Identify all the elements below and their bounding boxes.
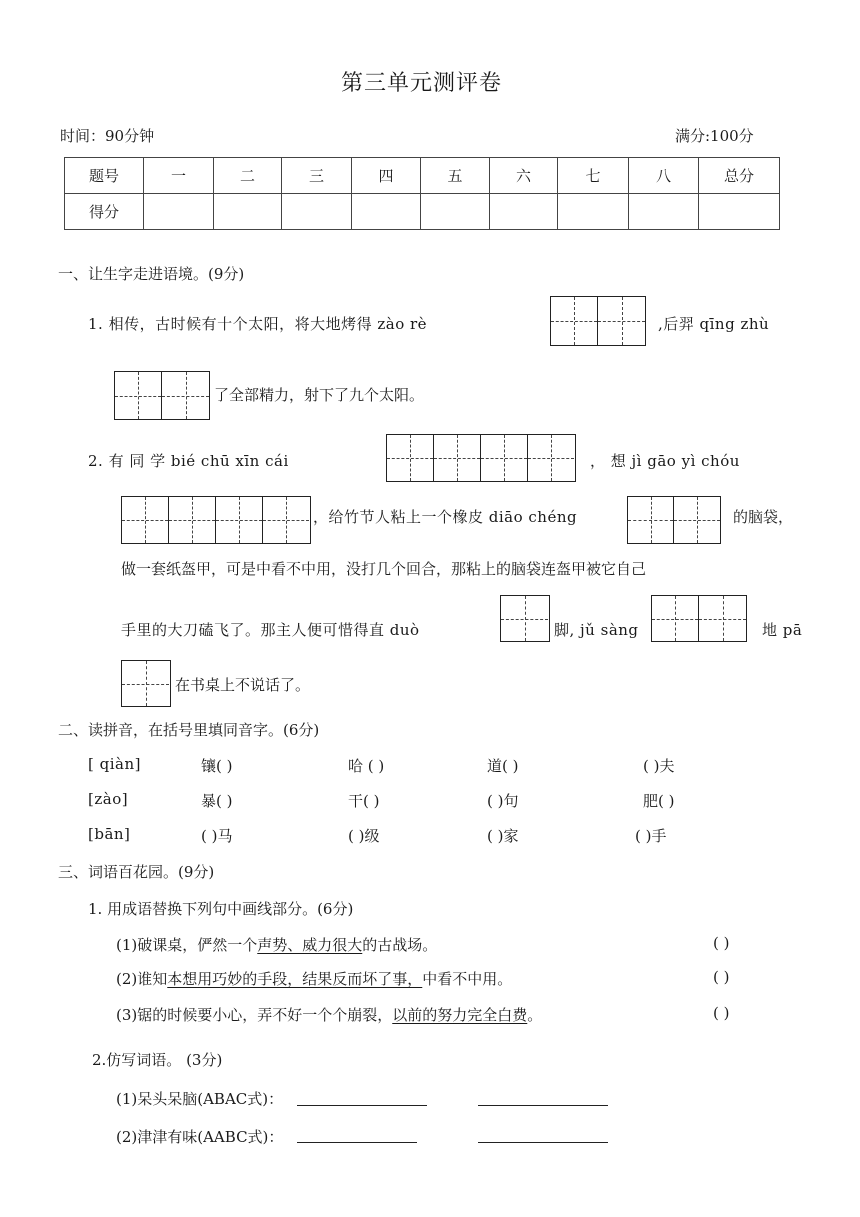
char-grid-pa[interactable] — [121, 660, 171, 707]
answer-blank[interactable] — [297, 1141, 417, 1143]
table-cell: 二 — [214, 158, 282, 194]
score-entry-cell[interactable] — [282, 194, 352, 230]
char-grid-jigaoyichou[interactable] — [121, 496, 311, 544]
score-entry-cell[interactable] — [214, 194, 282, 230]
underlined-phrase: 声势、威力很大 — [257, 936, 363, 954]
sentence-text: 中看不中用。 — [422, 970, 513, 988]
score-table — [64, 157, 780, 230]
table-cell: 总分 — [699, 158, 780, 194]
homophone-blank[interactable]: 道( ) — [487, 757, 519, 775]
homophone-blank[interactable]: ( )马 — [201, 827, 233, 845]
answer-paren[interactable]: ( ) — [713, 934, 730, 952]
table-cell: 六 — [490, 158, 558, 194]
q2-text-c: ，给竹节人粘上一个橡皮 diāo chéng — [313, 508, 578, 526]
score-entry-cell[interactable] — [699, 194, 780, 230]
grid-cell[interactable] — [551, 297, 598, 345]
q2-text-i: 在书桌上不说话了。 — [175, 676, 311, 694]
score-table-header-row — [65, 158, 780, 194]
pinyin-label: [ qiàn] — [88, 755, 141, 773]
char-grid-duo[interactable] — [500, 595, 550, 642]
table-cell: 三 — [282, 158, 352, 194]
char-grid-biechuxincai[interactable] — [386, 434, 576, 482]
imitation-prompt-1: (1)呆头呆脑(ABAC式)： — [116, 1090, 284, 1108]
underlined-phrase: 本想用巧妙的手段，结果反而坏了事， — [167, 970, 423, 988]
answer-blank[interactable] — [478, 1141, 608, 1143]
answer-paren[interactable]: ( ) — [713, 1004, 730, 1022]
grid-cell[interactable] — [481, 435, 528, 481]
full-score: 满分:100分 — [675, 127, 754, 145]
sentence-text: 。 — [527, 1006, 543, 1024]
grid-cell[interactable] — [501, 596, 548, 641]
q2-text-f: 手里的大刀磕飞了。那主人便可惜得直 duò — [121, 621, 420, 639]
homophone-blank[interactable]: ( )夫 — [643, 757, 675, 775]
table-cell: 五 — [421, 158, 490, 194]
char-grid-jusang[interactable] — [651, 595, 747, 642]
q2-text-g: 脚, jǔ sàng — [554, 621, 639, 639]
grid-cell[interactable] — [162, 372, 209, 419]
score-entry-cell[interactable] — [421, 194, 490, 230]
homophone-blank[interactable]: 暴( ) — [201, 792, 233, 810]
sentence-text: (1)破课桌，俨然一个 — [116, 936, 258, 954]
table-cell: 得分 — [65, 194, 144, 230]
grid-cell[interactable] — [434, 435, 481, 481]
pinyin-label: [bān] — [88, 825, 131, 843]
score-table-score-row — [65, 194, 780, 230]
page-title: 第三单元测评卷 — [341, 71, 503, 96]
q1-text-c: 了全部精力，射下了九个太阳。 — [214, 386, 425, 404]
char-grid-zaore[interactable] — [550, 296, 646, 346]
grid-cell[interactable] — [699, 596, 746, 641]
score-entry-cell[interactable] — [352, 194, 421, 230]
q2-text-h: 地 pā — [762, 621, 803, 639]
homophone-blank[interactable]: ( )级 — [348, 827, 380, 845]
homophone-blank[interactable]: 肥( ) — [643, 792, 675, 810]
grid-cell[interactable] — [674, 497, 720, 543]
homophone-blank[interactable]: 干( ) — [348, 792, 380, 810]
grid-cell[interactable] — [216, 497, 263, 543]
grid-cell[interactable] — [122, 497, 169, 543]
answer-paren[interactable]: ( ) — [713, 968, 730, 986]
idiom-sentence-3 — [116, 1004, 542, 1025]
q2-text-a: 2. 有 同 学 bié chū xīn cái — [88, 452, 289, 470]
answer-blank[interactable] — [478, 1104, 608, 1106]
grid-cell[interactable] — [652, 596, 699, 641]
q2-text-d: 的脑袋， — [733, 508, 794, 526]
homophone-blank[interactable]: 镶( ) — [201, 757, 233, 775]
homophone-blank[interactable]: ( )手 — [635, 827, 667, 845]
score-entry-cell[interactable] — [558, 194, 629, 230]
score-entry-cell[interactable] — [144, 194, 214, 230]
imitation-prompt-2: (2)津津有味(AABC式)： — [116, 1128, 284, 1146]
grid-cell[interactable] — [387, 435, 434, 481]
grid-cell[interactable] — [598, 297, 645, 345]
time-limit: 时间：90分钟 — [60, 127, 155, 145]
s3-q1-heading: 1. 用成语替换下列句中画线部分。(6分) — [88, 900, 354, 918]
table-cell: 四 — [352, 158, 421, 194]
idiom-sentence-1 — [116, 934, 437, 955]
sentence-text: (2)谁知 — [116, 970, 168, 988]
table-cell: 题号 — [65, 158, 144, 194]
homophone-blank[interactable]: 哈 ( ) — [348, 757, 385, 775]
score-entry-cell[interactable] — [490, 194, 558, 230]
table-cell: 七 — [558, 158, 629, 194]
table-cell: 一 — [144, 158, 214, 194]
char-grid-qingzhu[interactable] — [114, 371, 210, 420]
idiom-sentence-2 — [116, 968, 512, 989]
score-entry-cell[interactable] — [629, 194, 699, 230]
s3-q2-heading: 2.仿写词语。 (3分) — [92, 1051, 223, 1069]
grid-cell[interactable] — [263, 497, 309, 543]
pinyin-label: [zào] — [88, 790, 129, 808]
section1-heading: 一、让生字走进语境。(9分) — [58, 265, 245, 283]
table-cell: 八 — [629, 158, 699, 194]
sentence-text: 的古战场。 — [362, 936, 438, 954]
section3-heading: 三、词语百花园。(9分) — [58, 863, 215, 881]
answer-blank[interactable] — [297, 1104, 427, 1106]
grid-cell[interactable] — [628, 497, 674, 543]
homophone-blank[interactable]: ( )句 — [487, 792, 519, 810]
section2-heading: 二、读拼音，在括号里填同音字。(6分) — [58, 721, 320, 739]
grid-cell[interactable] — [115, 372, 162, 419]
q1-text-a: 1. 相传，古时候有十个太阳，将大地烤得 zào rè — [88, 315, 428, 333]
grid-cell[interactable] — [122, 661, 169, 706]
char-grid-diaocheng[interactable] — [627, 496, 721, 544]
q1-text-b: ,后羿 qīng zhù — [658, 315, 770, 333]
grid-cell[interactable] — [169, 497, 216, 543]
grid-cell[interactable] — [528, 435, 574, 481]
sentence-text: (3)锯的时候要小心，弄不好一个个崩裂， — [116, 1006, 393, 1024]
underlined-phrase: 以前的努力完全白费 — [392, 1006, 528, 1024]
q2-text-e: 做一套纸盔甲，可是中看不中用，没打几个回合，那粘上的脑袋连盔甲被它自己 — [121, 560, 647, 578]
q2-text-b: ， 想 jì gāo yì chóu — [590, 452, 740, 470]
homophone-blank[interactable]: ( )家 — [487, 827, 519, 845]
